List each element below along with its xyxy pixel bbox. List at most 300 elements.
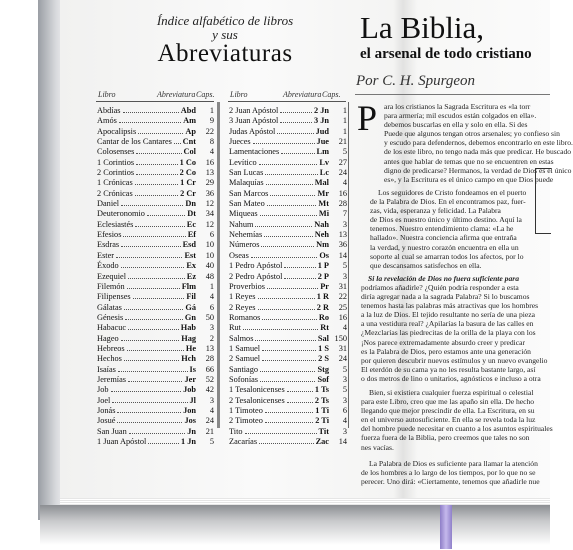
book-abbreviation: Lv — [319, 157, 329, 167]
chapter-count: 1 — [342, 126, 347, 136]
leader-dots — [117, 412, 181, 413]
book-abbreviation: Esd — [182, 240, 196, 250]
chapter-count: 24 — [338, 354, 347, 364]
chapter-count: 1 — [209, 281, 214, 291]
leader-dots — [265, 412, 313, 413]
chapter-count: 48 — [205, 271, 214, 281]
book-name: Éxodo — [97, 261, 119, 271]
index-row — [97, 199, 214, 209]
index-row — [229, 437, 347, 447]
chapter-count: 4 — [209, 292, 214, 302]
index-row — [97, 230, 214, 240]
index-row — [229, 158, 347, 168]
col2-header-caps: Caps. — [322, 90, 341, 99]
chapter-count: 31 — [338, 343, 347, 353]
book-abbreviation: Zac — [315, 437, 329, 446]
text-line: para armería; mil escudos están colgados en ella». — [384, 111, 537, 121]
book-name: 2 Corintios — [97, 168, 135, 178]
book-abbreviation: 1 R — [316, 292, 329, 302]
text-line: nes vacías. — [361, 442, 394, 452]
leader-dots — [266, 184, 313, 185]
book-abbreviation: Is — [189, 364, 196, 374]
index-row — [97, 354, 214, 364]
book-name: Ezequiel — [97, 271, 127, 281]
book-abbreviation: Ez — [186, 271, 196, 281]
index-row — [97, 147, 214, 157]
book-name: 1 Samuel — [229, 343, 261, 353]
index-row — [97, 365, 214, 375]
index-row — [97, 344, 214, 354]
book-abbreviation: Jl — [189, 395, 196, 405]
book-abbreviation: Nah — [314, 219, 329, 229]
book-name: Jueces — [229, 137, 251, 147]
text-line: tenemos hasta las palabras más atractivas que los hombres — [361, 301, 539, 311]
index-row — [229, 334, 347, 344]
book-name: Rut — [229, 323, 241, 333]
index-row — [97, 137, 214, 147]
book-abbreviation: Jue — [316, 137, 329, 147]
book-name: Romanos — [229, 312, 261, 322]
index-row — [229, 385, 347, 395]
leader-dots — [124, 309, 184, 310]
index-row — [97, 437, 214, 447]
leader-dots — [117, 422, 182, 423]
chapter-count: 3 — [342, 374, 347, 384]
chapter-count: 3 — [342, 395, 347, 405]
index-row — [97, 168, 214, 178]
book-name: Hechos — [97, 354, 122, 364]
book-name: Efesios — [97, 230, 122, 240]
text-line: por quieren descubrir nuevos estímulos y un nuevo evangelio — [361, 355, 548, 365]
text-line: a una vestidura real? ¿Apilarías la basura de las calles en — [361, 319, 534, 329]
index-row — [97, 334, 214, 344]
leader-dots — [280, 122, 312, 123]
chapter-count: 5 — [342, 147, 347, 157]
index-row — [97, 385, 214, 395]
index-row — [97, 272, 214, 282]
leader-dots — [119, 122, 181, 123]
book-abbreviation: Gn — [184, 312, 196, 322]
leader-dots — [262, 360, 316, 361]
index-row — [97, 209, 214, 219]
index-row — [229, 282, 347, 292]
leader-dots — [123, 112, 179, 113]
chapter-count: 16 — [338, 312, 347, 322]
leader-dots — [258, 298, 315, 299]
leader-dots — [253, 143, 315, 144]
chapter-count: 5 — [209, 437, 214, 446]
text-line: ¡Nos parece extremadamente absurdo creer y predicar — [361, 337, 526, 347]
leader-dots — [133, 298, 185, 299]
chapter-count: 2 — [209, 333, 214, 343]
book-name: San Lucas — [229, 168, 264, 178]
leader-dots — [121, 246, 180, 247]
chapter-count: 21 — [205, 426, 214, 436]
book-abbreviation: Am — [183, 116, 196, 126]
chapter-count: 24 — [205, 416, 214, 426]
text-line: El eterdón de su cama ya no les resulta bastante largo, así — [361, 364, 536, 374]
text-line: la verdad, y nuestro corazón encuentra en ella un — [370, 242, 519, 252]
text-line: es», y la Escritura es el único campo en que Dios puede — [384, 174, 554, 184]
chapter-count: 7 — [342, 209, 347, 219]
book-abbreviation: Nm — [316, 240, 329, 250]
book-name: Tito — [229, 426, 243, 436]
leader-dots — [287, 391, 313, 392]
chapter-count: 22 — [338, 292, 347, 302]
chapter-count: 3 — [342, 426, 347, 436]
book-abbreviation: Mal — [314, 178, 329, 188]
book-abbreviation: Hag — [181, 333, 196, 343]
book-name: Malaquías — [229, 178, 264, 188]
book-name: Lamentaciones — [229, 147, 280, 157]
chapter-count: 10 — [205, 250, 214, 260]
chapter-count: 6 — [209, 302, 214, 312]
book-name: 2 Reyes — [229, 302, 256, 312]
book-name: Sofonías — [229, 374, 259, 384]
index-row — [97, 323, 214, 333]
chapter-count: 66 — [205, 364, 214, 374]
book-name: Filipenses — [97, 292, 131, 302]
text-line: zas, vida, esperanza y felicidad. La Palabra — [370, 206, 501, 216]
chapter-count: 22 — [205, 126, 214, 136]
book-abbreviation: 1 Ti — [315, 405, 329, 415]
book-name: 1 Reyes — [229, 292, 256, 302]
index-title-big: Abreviaturas — [157, 40, 293, 67]
chapter-count: 5 — [342, 261, 347, 271]
index-row — [229, 127, 347, 137]
leader-dots — [111, 391, 182, 392]
chapter-count: 3 — [342, 271, 347, 281]
book-name: 2 Crónicas — [97, 188, 133, 198]
text-line: ¿Mezclarías las piedrecitas de la orilla de la playa con los — [361, 328, 536, 338]
paragraph-3-lead-text: Si la revelación de Dios no fuera suficiente para — [368, 274, 520, 283]
index-row — [97, 396, 214, 406]
leader-dots — [267, 288, 318, 289]
book-abbreviation: 1 Co — [179, 157, 196, 167]
chapter-count: 52 — [205, 374, 214, 384]
book-abbreviation: Hab — [180, 323, 196, 333]
leader-dots — [270, 195, 315, 196]
index-row — [229, 344, 347, 354]
book-abbreviation: 2 P — [317, 271, 329, 281]
leader-dots — [121, 205, 183, 206]
book-abbreviation: Ex — [186, 261, 196, 271]
book-name: Salmos — [229, 333, 254, 343]
text-line: para este Libro, creo que me las apaño sin ella. De hecho — [361, 397, 535, 407]
text-line: debemos buscarlas en ella y solo en ella. Si des — [384, 120, 528, 130]
leader-dots — [135, 226, 184, 227]
col2-header-abreviatura: Abreviatura — [283, 90, 322, 99]
index-row — [97, 240, 214, 250]
book-name: Esdras — [97, 240, 120, 250]
book-abbreviation: Dt — [187, 209, 196, 219]
book-name: Hebreos — [97, 343, 125, 353]
book-name: Amós — [97, 116, 117, 126]
text-line: fuerza fuera de la Biblia, pero creemos que tales no son — [361, 433, 530, 443]
article-paragraph-2 — [370, 188, 535, 270]
index-row — [229, 106, 347, 116]
book-abbreviation: Mt — [318, 199, 329, 209]
book-abbreviation: Job — [183, 385, 196, 395]
book-abbreviation: 1 P — [317, 261, 329, 271]
index-row — [229, 406, 347, 416]
text-line: diría agregar nada a la sagrada Palabra? Si lo buscamos — [361, 292, 530, 302]
index-row — [229, 261, 347, 271]
book-name: Proverbios — [229, 281, 265, 291]
col2-header-rule — [228, 101, 346, 102]
text-line: a la luz de Dios. El tejido resultante no sería de una pieza — [361, 310, 535, 320]
book-abbreviation: Mi — [318, 209, 329, 219]
book-name: Oseas — [229, 250, 249, 260]
article-paragraph-4 — [361, 388, 553, 452]
book-abbreviation: Jud — [315, 126, 329, 136]
leader-dots — [281, 153, 314, 154]
chapter-count: 31 — [338, 281, 347, 291]
index-row — [229, 416, 347, 426]
leader-dots — [128, 381, 182, 382]
index-row — [97, 406, 214, 416]
book-abbreviation: 2 Ts — [314, 395, 329, 405]
book-abbreviation: Est — [184, 250, 196, 260]
text-line: soporte al cual se amarran todos los afectos, por lo — [370, 251, 524, 261]
book-name: Filemón — [97, 281, 125, 291]
book-name: Jeremías — [97, 374, 127, 384]
chapter-count: 1 — [342, 116, 347, 126]
chapter-count: 3 — [342, 219, 347, 229]
col1-header-rule — [96, 101, 214, 102]
column-divider-2 — [348, 102, 349, 428]
index-row — [229, 427, 347, 437]
chapter-count: 36 — [338, 240, 347, 250]
chapter-count: 5 — [342, 385, 347, 395]
leader-dots — [123, 236, 185, 237]
chapter-count: 8 — [209, 137, 214, 147]
index-row — [229, 147, 347, 157]
book-abbreviation: Lm — [316, 147, 329, 157]
article-title: La Biblia, — [360, 10, 484, 45]
book-name: Zacarías — [229, 437, 258, 446]
book-name: 3 Juan Apóstol — [229, 116, 279, 126]
index-row — [229, 365, 347, 375]
index-title-line1: Índice alfabético de libros — [156, 13, 294, 28]
index-row — [229, 303, 347, 313]
leader-dots — [265, 422, 313, 423]
text-line: La Palabra de Dios es suficiente para llamar la atención — [369, 459, 538, 468]
book-abbreviation: Jon — [183, 405, 196, 415]
book-name: 2 Juan Apóstol — [229, 106, 279, 115]
chapter-count: 1 — [209, 106, 214, 115]
leader-dots — [147, 215, 185, 216]
book-name: Jonás — [97, 405, 116, 415]
book-abbreviation: Jn — [187, 426, 196, 436]
col1-header-caps: Caps. — [196, 90, 215, 99]
book-abbreviation: Os — [319, 250, 329, 260]
chapter-count: 6 — [209, 230, 214, 240]
text-line: ara los cristianos la Sagrada Escritura es «la torr — [384, 102, 531, 111]
book-name: Gálatas — [97, 302, 122, 312]
text-line: llegando que mejor prescindir de ella. La Escritura, en su — [361, 406, 535, 416]
leader-dots — [265, 174, 317, 175]
book-abbreviation: Ro — [318, 312, 329, 322]
book-name: Joel — [97, 395, 111, 405]
book-abbreviation: 1 Ts — [314, 385, 329, 395]
leader-dots — [255, 226, 312, 227]
leader-dots — [136, 174, 178, 175]
index-row — [229, 137, 347, 147]
chapter-count: 150 — [334, 333, 347, 343]
leader-dots — [174, 143, 181, 144]
chapter-count: 13 — [338, 230, 347, 240]
leader-dots — [260, 371, 315, 372]
book-name: Daniel — [97, 199, 120, 209]
book-name: Habacuc — [97, 323, 127, 333]
index-row — [229, 209, 347, 219]
book-name: Hageo — [97, 333, 119, 343]
chapter-count: 50 — [205, 312, 214, 322]
book-name: 1 Corintios — [97, 157, 135, 167]
chapter-count: 28 — [205, 354, 214, 364]
book-abbreviation: Flm — [181, 281, 196, 291]
chapter-count: 3 — [209, 395, 214, 405]
text-line: en el universo autosuficiente. En ella se revela toda la luz — [361, 415, 536, 425]
chapter-count: 42 — [205, 385, 214, 395]
chapter-count: 4 — [342, 178, 347, 188]
book-abbreviation: 2 Ti — [315, 416, 329, 426]
book-abbreviation: 2 Jn — [314, 106, 329, 115]
book-name: Eclesiastés — [97, 219, 134, 229]
book-name: 1 Tesalonicenses — [229, 385, 285, 395]
chapter-count: 13 — [205, 343, 214, 353]
book-abbreviation: Gá — [185, 302, 196, 312]
book-name: 1 Juan Apóstol — [97, 437, 147, 446]
book-abbreviation: Abd — [180, 106, 196, 115]
chapter-count: 14 — [338, 437, 347, 446]
leader-dots — [284, 278, 315, 279]
book-abbreviation: 2 Cr — [180, 188, 196, 198]
book-name: 2 Samuel — [229, 354, 261, 364]
pull-quote-box — [535, 168, 551, 234]
index-row — [229, 272, 347, 282]
book-abbreviation: Ap — [185, 126, 196, 136]
index-row — [229, 240, 347, 250]
chapter-count: 4 — [342, 416, 347, 426]
leader-dots — [125, 319, 183, 320]
leader-dots — [129, 433, 186, 434]
chapter-count: 12 — [205, 199, 214, 209]
leader-dots — [260, 215, 317, 216]
book-abbreviation: He — [185, 343, 196, 353]
index-row — [229, 323, 347, 333]
text-line: perecer. Uno dirá: «Ciertamente, tenemos que añadirle nue — [361, 477, 540, 487]
book-name: Isaías — [97, 364, 116, 374]
index-row — [97, 251, 214, 261]
text-line: que descansamos satisfechos en ella. — [370, 260, 482, 270]
chapter-count: 27 — [338, 157, 347, 167]
chapter-count: 16 — [338, 188, 347, 198]
leader-dots — [243, 329, 318, 330]
book-name: 2 Timoteo — [229, 416, 263, 426]
article-author: Por C. H. Spurgeon — [356, 73, 476, 89]
index-row — [229, 116, 347, 126]
index-row — [97, 375, 214, 385]
text-line: y escudo para defendernos, debemos encontrarlo en este libro. — [384, 138, 573, 148]
book-name: Deuteronomio — [97, 209, 145, 219]
book-name: 2 Pedro Apóstol — [229, 271, 283, 281]
book-abbreviation: Ec — [186, 219, 196, 229]
book-name: Cantar de los Cantares — [97, 137, 172, 147]
leader-dots — [128, 329, 179, 330]
leader-dots — [121, 267, 185, 268]
leader-dots — [280, 112, 312, 113]
index-title-small — [140, 14, 310, 42]
text-line: Los seguidores de Cristo fondeamos en el puerto — [378, 188, 527, 197]
book-name: Judas Apóstol — [229, 126, 276, 136]
text-line: es la Palabra de Dios, pero estamos ante una generación — [361, 346, 531, 356]
book-abbreviation: Cnt — [182, 137, 196, 147]
leader-dots — [118, 371, 188, 372]
text-line: o dos metros de lino o unitarios, agnósticos e incluso a otra — [361, 373, 541, 383]
book-name: 2 Tesalonicenses — [229, 395, 285, 405]
index-row — [229, 313, 347, 323]
book-name: 1 Crónicas — [97, 178, 133, 188]
index-row — [97, 416, 214, 426]
index-row — [229, 168, 347, 178]
leader-dots — [127, 288, 180, 289]
chapter-count: 24 — [338, 168, 347, 178]
leader-dots — [261, 246, 314, 247]
leader-dots — [262, 319, 317, 320]
book-name: Colosenses — [97, 147, 135, 157]
index-row — [229, 199, 347, 209]
drop-cap: P — [357, 98, 378, 138]
book-abbreviation: Neh — [314, 230, 329, 240]
text-line: digno de predicarse? Hermanos, la verdad de Dios es el único — [384, 165, 572, 175]
index-row — [97, 313, 214, 323]
book-name: Levítico — [229, 157, 257, 167]
col2-header-libro: Libro — [230, 90, 248, 99]
index-column-1 — [97, 106, 214, 447]
leader-dots — [264, 236, 313, 237]
chapter-count: 4 — [209, 405, 214, 415]
book-abbreviation: 3 Jn — [314, 116, 329, 126]
book-abbreviation: 2 R — [316, 302, 329, 312]
chapter-count: 6 — [342, 405, 347, 415]
book-name: San Mateo — [229, 199, 265, 209]
leader-dots — [287, 402, 313, 403]
book-bottom-shadow — [40, 505, 550, 545]
chapter-count: 1 — [342, 106, 347, 115]
book-name: Nahum — [229, 219, 254, 229]
chapter-count: 16 — [205, 157, 214, 167]
article-paragraph-5 — [361, 459, 550, 486]
ribbon-bookmark — [440, 505, 452, 549]
column-divider-1 — [217, 102, 220, 428]
chapter-count: 21 — [338, 137, 347, 147]
leader-dots — [124, 360, 179, 361]
article-paragraph-1 — [384, 102, 573, 184]
leader-dots — [128, 278, 185, 279]
book-abbreviation: Tit — [318, 426, 329, 436]
index-row — [97, 427, 214, 437]
book-name: Job — [97, 385, 109, 395]
book-name: Santiago — [229, 364, 259, 374]
leader-dots — [259, 164, 318, 165]
book-abbreviation: Mr — [317, 188, 329, 198]
book-name: Números — [229, 240, 260, 250]
index-row — [229, 230, 347, 240]
book-abbreviation: 2 Co — [179, 168, 196, 178]
index-row — [97, 116, 214, 126]
